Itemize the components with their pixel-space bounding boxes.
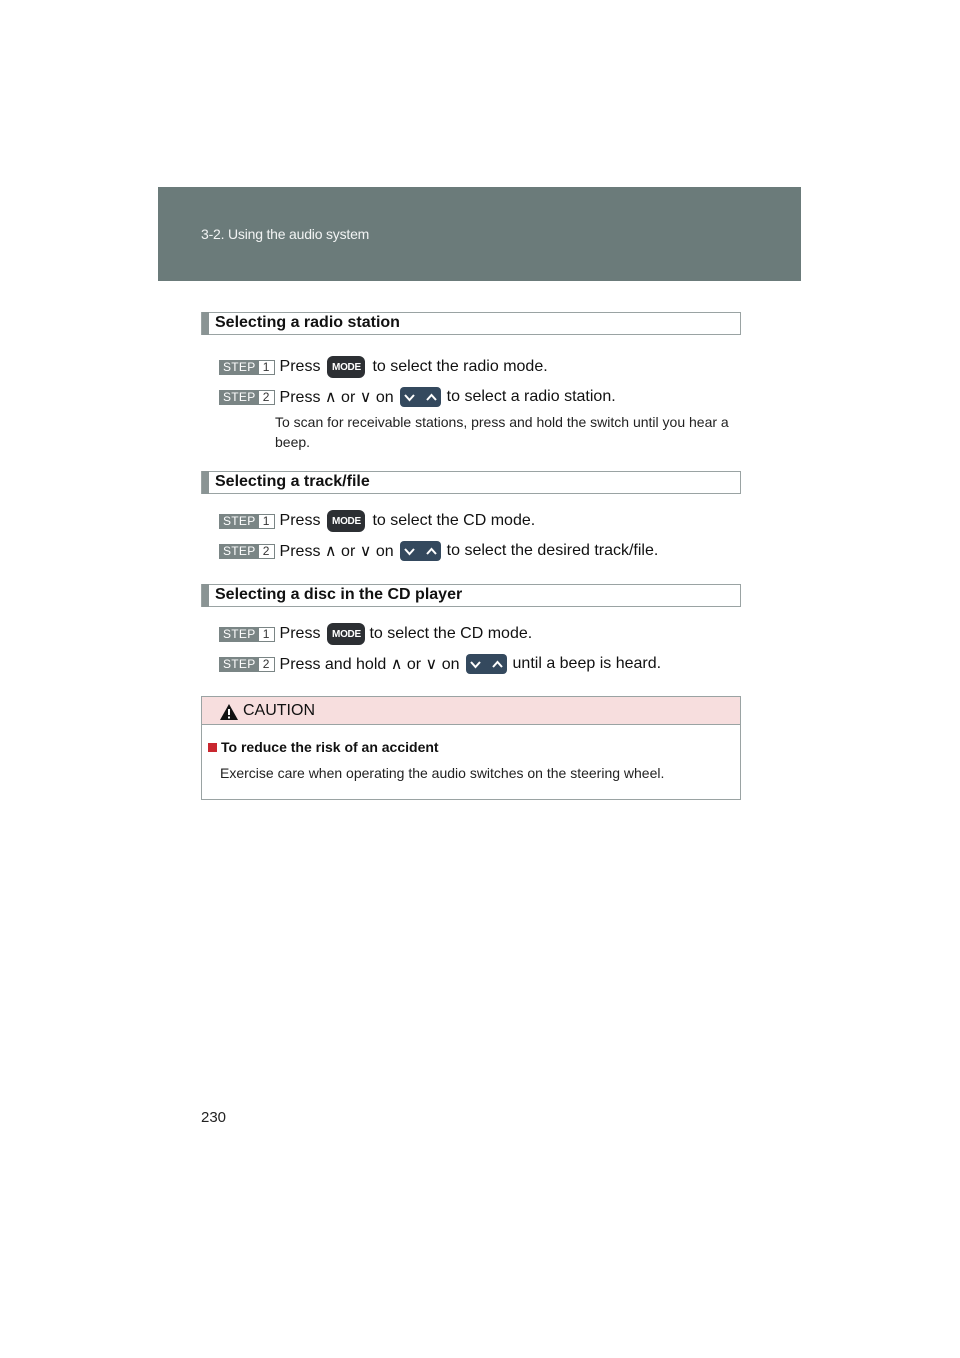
chevron-down-icon [404,547,415,556]
section-title: Selecting a radio station [215,314,400,331]
step-text-after: to select the desired track/file. [446,542,659,559]
step-badge: STEP 2 [219,544,275,559]
step-badge: STEP 1 [219,514,275,529]
mode-button-icon: MODE [327,623,365,645]
section-heading-track [201,471,741,494]
step-text-after: until a beep is heard. [512,655,662,672]
step-row [219,356,548,378]
step-badge: STEP 1 [219,360,275,375]
step-text-after: to select the radio mode. [372,358,548,375]
step-row [219,540,658,562]
step-row [219,510,535,532]
step-text-before: Press [279,358,321,375]
step-text-before: Press ∧ or ∨ on [279,389,394,406]
chevron-up-icon [492,660,503,669]
section-title: Selecting a track/file [215,473,370,490]
page-number: 230 [201,1109,227,1126]
caution-header [202,697,740,725]
square-bullet-icon [208,743,217,752]
mode-button-icon: MODE [327,356,365,378]
step-row [219,623,532,645]
mode-button-icon: MODE [327,510,365,532]
step-row [219,386,616,408]
step-text-after: to select a radio station. [446,388,616,405]
step-badge: STEP 1 [219,627,275,642]
section-heading-disc [201,584,741,607]
step-text-after: to select the CD mode. [369,625,533,642]
note-text: To scan for receivable stations, press and hold the switch until you hear a beep. [275,414,729,450]
step-text-before: Press and hold ∧ or ∨ on [279,656,460,673]
seek-switch-icon [400,387,441,407]
step-text-before: Press ∧ or ∨ on [279,543,394,560]
caution-item-text: Exercise care when operating the audio switches on the steering wheel. [220,765,665,781]
step-text-before: Press [279,625,321,642]
caution-box [201,696,741,800]
caution-title: CAUTION [243,702,315,719]
section-accent [202,584,209,607]
step-badge: STEP 2 [219,657,275,672]
chevron-down-icon [404,393,415,402]
chevron-down-icon [470,660,481,669]
step-text-after: to select the CD mode. [372,512,536,529]
section-accent [202,471,209,494]
caution-item-heading-text: To reduce the risk of an accident [221,739,439,755]
seek-switch-icon [466,654,507,674]
chevron-up-icon [426,547,437,556]
warning-triangle-icon [219,703,239,721]
caution-item-heading [208,739,439,755]
step-badge: STEP 2 [219,390,275,405]
section-accent [202,312,209,335]
header-bar [158,187,801,281]
step-text-before: Press [279,512,321,529]
seek-switch-icon [400,541,441,561]
section-title: Selecting a disc in the CD player [215,586,463,603]
breadcrumb: 3-2. Using the audio system [201,226,370,242]
chevron-up-icon [426,393,437,402]
step-row [219,653,661,675]
section-heading-radio [201,312,741,335]
